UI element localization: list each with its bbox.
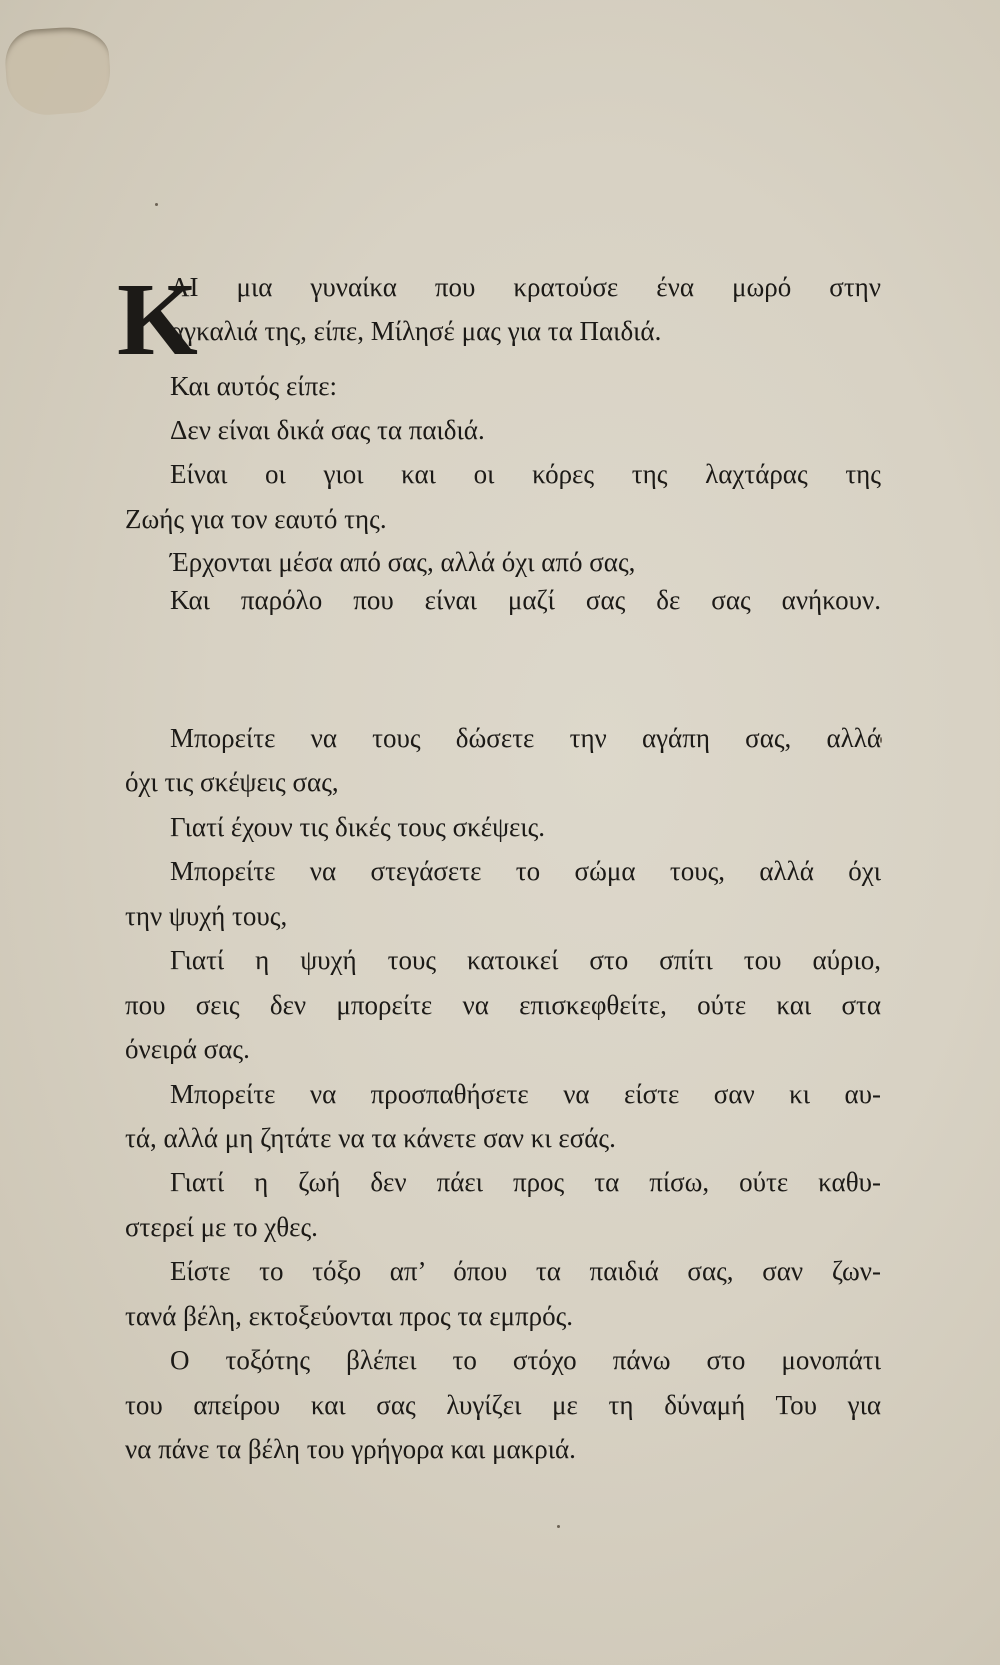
text-line: όχι τις σκέψεις σας, bbox=[125, 767, 339, 797]
paper-speck bbox=[155, 203, 158, 206]
text-line: Γιατί η ψυχή τους κατοικεί στο σπίτι του αύριο, bbox=[170, 945, 881, 975]
text-line: Γιατί η ζωή δεν πάει προς τα πίσω, ούτε καθυ- bbox=[170, 1167, 881, 1197]
text-line: Ζωής για τον εαυτό της. bbox=[125, 504, 387, 534]
text-line: όνειρά σας. bbox=[125, 1034, 250, 1064]
text-line: στερεί με το χθες. bbox=[125, 1212, 318, 1242]
text-line: τά, αλλά μη ζητάτε να τα κάνετε σαν κι εσάς. bbox=[125, 1123, 616, 1153]
text-line: τανά βέλη, εκτοξεύονται προς τα εμπρός. bbox=[125, 1301, 574, 1331]
text-line: του απείρου και σας λυγίζει με τη δύναμή Του για bbox=[125, 1390, 881, 1420]
text-line: Είστε το τόξο απ’ όπου τα παιδιά σας, σαν ζων- bbox=[170, 1256, 881, 1286]
paper-speck bbox=[557, 1525, 560, 1528]
paper-stain bbox=[3, 24, 113, 117]
text-line: Μπορείτε να τους δώσετε την αγάπη σας, αλλά bbox=[170, 723, 881, 753]
text-line: που σεις δεν μπορείτε να επισκεφθείτε, ούτε και στα bbox=[125, 990, 881, 1020]
text-line: Γιατί έχουν τις δικές τους σκέψεις. bbox=[170, 812, 546, 842]
text-line: Και παρόλο που είναι μαζί σας δε σας ανήκουν. bbox=[170, 585, 881, 615]
text-line: Και αυτός είπε: bbox=[170, 371, 338, 401]
text-line: Έρχονται μέσα από σας, αλλά όχι από σας, bbox=[170, 547, 636, 577]
text-line: Μπορείτε να προσπαθήσετε να είστε σαν κι αυ- bbox=[170, 1079, 881, 1109]
text-line: Μπορείτε να στεγάσετε το σώμα τους, αλλά όχι bbox=[170, 856, 881, 886]
drop-cap: Κ bbox=[117, 262, 198, 377]
text-line: Ο τοξότης βλέπει το στόχο πάνω στο μονοπάτι bbox=[170, 1345, 881, 1375]
text-line: ΑΙ μια γυναίκα που κρατούσε ένα μωρό στην bbox=[170, 272, 881, 302]
text-line: Δεν είναι δικά σας τα παιδιά. bbox=[170, 415, 485, 445]
text-line: Είναι οι γιοι και οι κόρες της λαχτάρας της bbox=[170, 459, 881, 489]
text-line: αγκαλιά της, είπε, Μίλησέ μας για τα Παιδιά. bbox=[170, 316, 662, 346]
text-line: την ψυχή τους, bbox=[125, 901, 288, 931]
text-line: να πάνε τα βέλη του γρήγορα και μακριά. bbox=[125, 1434, 576, 1464]
